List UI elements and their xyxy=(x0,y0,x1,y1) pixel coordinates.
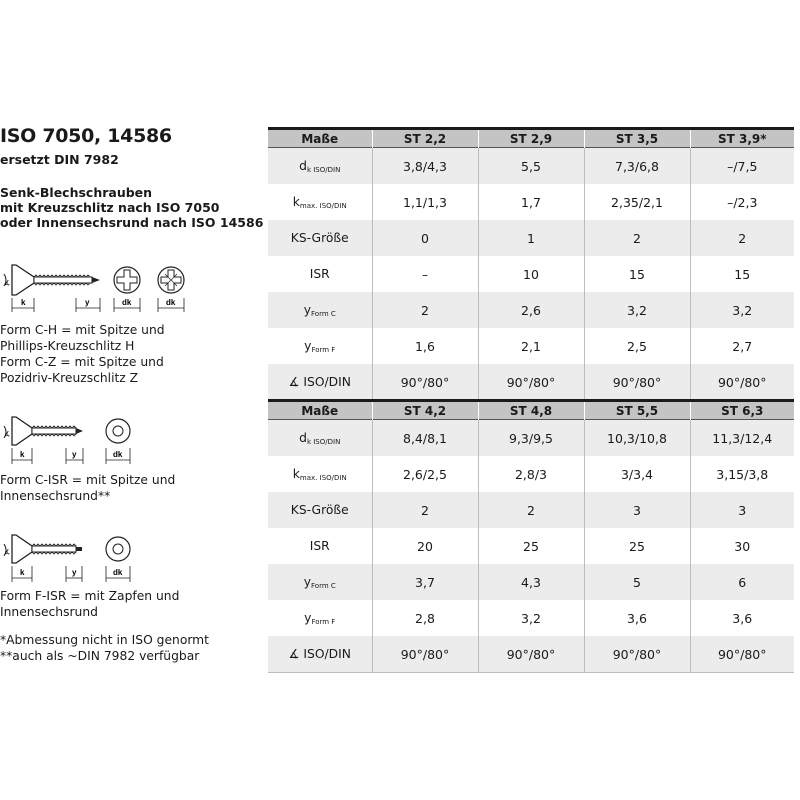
table-cell: 2 xyxy=(584,220,690,256)
page-title: ISO 7050, 14586 xyxy=(0,125,172,147)
note-line: Innensechsrund xyxy=(0,605,98,619)
description-line: oder Innensechsrund nach ISO 14586 xyxy=(0,215,264,230)
form-note-c-isr xyxy=(0,472,175,504)
table-cell: 3 xyxy=(690,492,794,528)
table-cell: 15 xyxy=(584,256,690,292)
column-header: Maße xyxy=(268,129,372,148)
table-row xyxy=(268,256,794,292)
table-cell: 6 xyxy=(690,564,794,600)
table-cell: 7,3/6,8 xyxy=(584,148,690,185)
note-line: Innensechsrund** xyxy=(0,489,111,503)
row-label: ISR xyxy=(309,267,330,281)
row-label: $y_{Form F}$ xyxy=(304,338,336,354)
form-note-f-isr xyxy=(0,588,179,620)
column-header: ST 3,5 xyxy=(584,129,690,148)
spec-table-1 xyxy=(268,127,794,401)
footnote: *Abmessung nicht in ISO genormt xyxy=(0,633,209,647)
table-row xyxy=(268,528,794,564)
table-cell: 2,8/3 xyxy=(478,456,584,492)
table-cell: 2,1 xyxy=(478,328,584,364)
table-cell: 3,15/3,8 xyxy=(690,456,794,492)
note-line: Pozidriv-Kreuzschlitz Z xyxy=(0,371,139,385)
column-header: ST 2,2 xyxy=(372,129,478,148)
column-header: ST 4,2 xyxy=(372,401,478,420)
table-cell: 15 xyxy=(690,256,794,292)
note-line: Form C-H = mit Spitze und xyxy=(0,323,165,337)
description-line: mit Kreuzschlitz nach ISO 7050 xyxy=(0,200,220,215)
table-cell: 2 xyxy=(372,492,478,528)
table-cell: 2,35/2,1 xyxy=(584,184,690,220)
table-cell: 1,6 xyxy=(372,328,478,364)
note-line: Form F-ISR = mit Zapfen und xyxy=(0,589,180,603)
table-cell: 90°/80° xyxy=(372,636,478,673)
table-cell: 1 xyxy=(478,220,584,256)
table-cell: 4,3 xyxy=(478,564,584,600)
table-row xyxy=(268,148,794,185)
table-cell: 90°/80° xyxy=(584,636,690,673)
table-cell: – xyxy=(372,256,478,292)
table-cell: 11,3/12,4 xyxy=(690,420,794,457)
note-line: Phillips-Kreuzschlitz H xyxy=(0,339,135,353)
row-label: $y_{Form C}$ xyxy=(268,292,372,328)
column-header: ST 5,5 xyxy=(584,401,690,420)
table-cell: 2,8 xyxy=(372,600,478,636)
table-cell: 3,7 xyxy=(372,564,478,600)
table-cell: 1,1/1,3 xyxy=(372,184,478,220)
page-subtitle: ersetzt DIN 7982 xyxy=(0,152,119,167)
table-cell: 90°/80° xyxy=(372,364,478,401)
left-panel xyxy=(0,0,262,800)
table-row xyxy=(268,220,794,256)
table-cell: 3,6 xyxy=(584,600,690,636)
table-cell: 3,2 xyxy=(690,292,794,328)
dim-y-label: y xyxy=(72,450,77,459)
table-header-row xyxy=(268,401,794,420)
table-row xyxy=(268,292,794,328)
table-cell: 90°/80° xyxy=(690,364,794,401)
footnotes xyxy=(0,632,209,664)
table-cell: 0 xyxy=(372,220,478,256)
column-header: ST 3,9* xyxy=(690,129,794,148)
row-label: $y_{Form F}$ xyxy=(304,610,336,626)
row-label: $y_{Form C}$ xyxy=(268,564,372,600)
row-label: $k_{max. ISO/DIN}$ xyxy=(292,194,347,210)
row-label: ∡ ISO/DIN xyxy=(268,636,372,673)
screw-f-isr-drawing xyxy=(0,524,150,586)
table-row xyxy=(268,564,794,600)
table-cell: 25 xyxy=(478,528,584,564)
table-cell: 8,4/8,1 xyxy=(372,420,478,457)
dim-dk-label: dk xyxy=(122,298,132,307)
table-cell: 90°/80° xyxy=(690,636,794,673)
note-line: Form C-Z = mit Spitze und xyxy=(0,355,164,369)
dim-y-label: y xyxy=(85,298,90,307)
column-header: Maße xyxy=(268,401,372,420)
table-cell: 2 xyxy=(478,492,584,528)
table-cell: 2,6 xyxy=(478,292,584,328)
dim-dk-label: dk xyxy=(113,568,123,577)
screw-c-h-c-z-drawing xyxy=(0,252,200,318)
table-row xyxy=(268,492,794,528)
row-label: $d_{k ISO/DIN}$ xyxy=(268,420,372,457)
table-cell: 2,5 xyxy=(584,328,690,364)
dim-k-label: k xyxy=(20,568,25,577)
table-cell: 2 xyxy=(372,292,478,328)
description-line: Senk-Blechschrauben xyxy=(0,185,153,200)
table-row xyxy=(268,600,794,636)
table-cell: 10 xyxy=(478,256,584,292)
form-note-c-h-c-z xyxy=(0,322,165,386)
screw-c-isr-drawing xyxy=(0,406,150,468)
svg-text:∡: ∡ xyxy=(4,431,11,438)
table-cell: 2 xyxy=(690,220,794,256)
table-cell: 90°/80° xyxy=(478,636,584,673)
product-description xyxy=(0,185,263,230)
table-cell: 2,6/2,5 xyxy=(372,456,478,492)
table-cell: –/2,3 xyxy=(690,184,794,220)
spec-table-2 xyxy=(268,399,794,673)
column-header: ST 2,9 xyxy=(478,129,584,148)
row-label: KS-Größe xyxy=(268,220,372,256)
svg-text:∡: ∡ xyxy=(4,280,11,287)
table-cell: 3,6 xyxy=(690,600,794,636)
dim-y-label: y xyxy=(72,568,77,577)
dim-dk-label: dk xyxy=(166,298,176,307)
row-label: $k_{max. ISO/DIN}$ xyxy=(292,466,347,482)
table-cell: 3/3,4 xyxy=(584,456,690,492)
svg-text:∡: ∡ xyxy=(4,549,11,556)
table-row xyxy=(268,184,794,220)
table-cell: 9,3/9,5 xyxy=(478,420,584,457)
column-header: ST 4,8 xyxy=(478,401,584,420)
table-cell: 3,2 xyxy=(478,600,584,636)
table-cell: 90°/80° xyxy=(584,364,690,401)
note-line: Form C-ISR = mit Spitze und xyxy=(0,473,176,487)
table-row xyxy=(268,328,794,364)
row-label: ISR xyxy=(309,539,330,553)
table-row xyxy=(268,636,794,673)
row-label: $d_{k ISO/DIN}$ xyxy=(268,148,372,185)
row-label: KS-Größe xyxy=(268,492,372,528)
table-cell: 1,7 xyxy=(478,184,584,220)
table-cell: 3,8/4,3 xyxy=(372,148,478,185)
dim-dk-label: dk xyxy=(113,450,123,459)
table-row xyxy=(268,364,794,401)
table-header-row xyxy=(268,129,794,148)
table-cell: 90°/80° xyxy=(478,364,584,401)
table-cell: 5,5 xyxy=(478,148,584,185)
row-label: ∡ ISO/DIN xyxy=(268,364,372,401)
column-header: ST 6,3 xyxy=(690,401,794,420)
footnote: **auch als ~DIN 7982 verfügbar xyxy=(0,649,200,663)
table-cell: 5 xyxy=(584,564,690,600)
table-row xyxy=(268,456,794,492)
dim-k-label: k xyxy=(20,450,25,459)
dim-k-label: k xyxy=(21,298,26,307)
table-row xyxy=(268,420,794,457)
table-cell: 20 xyxy=(372,528,478,564)
table-cell: 10,3/10,8 xyxy=(584,420,690,457)
table-cell: 3,2 xyxy=(584,292,690,328)
table-cell: 3 xyxy=(584,492,690,528)
table-cell: 30 xyxy=(690,528,794,564)
table-cell: –/7,5 xyxy=(690,148,794,185)
table-cell: 25 xyxy=(584,528,690,564)
table-cell: 2,7 xyxy=(690,328,794,364)
